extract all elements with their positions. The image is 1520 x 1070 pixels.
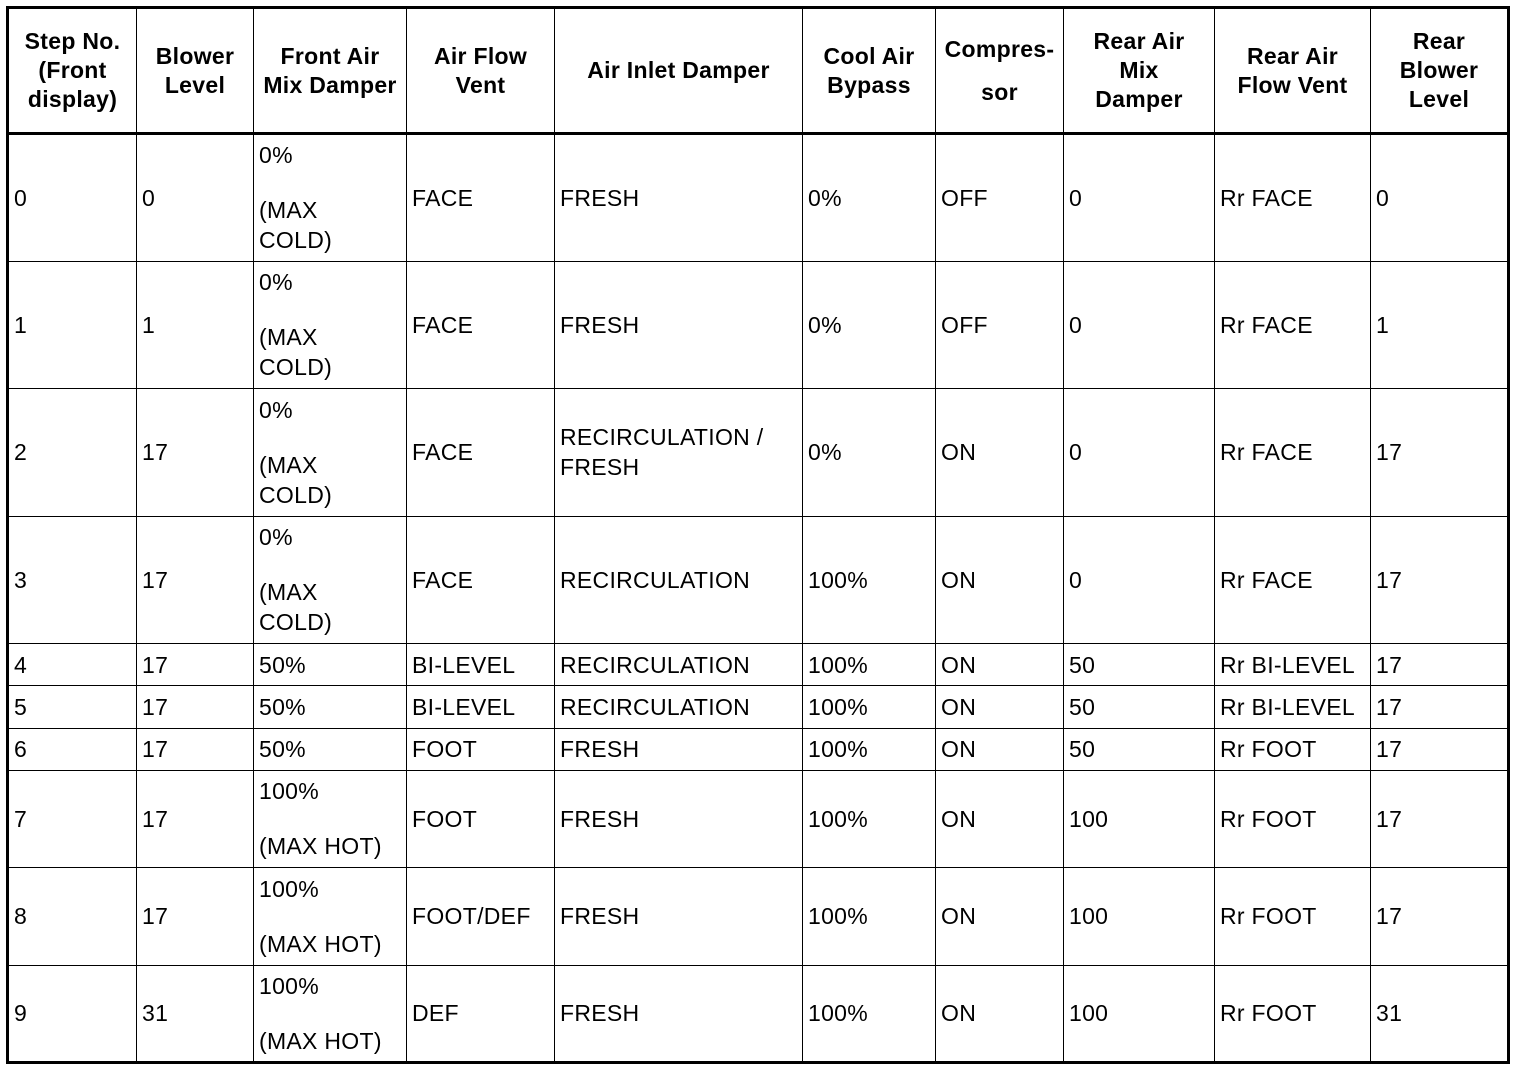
cell-step: 4 (8, 644, 137, 686)
column-header-line: Level (1408, 86, 1470, 112)
cell-rear-mix: 50 (1064, 728, 1215, 770)
cell-blower: 17 (137, 389, 254, 517)
cell-inlet (555, 770, 803, 867)
front-mix-percent: 50% (259, 736, 306, 763)
front-mix-note: COLD) (259, 609, 333, 636)
cell-air-flow: FACE (407, 516, 555, 644)
cell-blower: 17 (137, 868, 254, 965)
cell-rear-flow: Rr FOOT (1215, 868, 1371, 965)
cell-rear-blower: 17 (1371, 389, 1509, 517)
table-body (8, 134, 1509, 1063)
cell-air-flow: FOOT (407, 770, 555, 867)
cell-inlet (555, 261, 803, 389)
cell-blower: 1 (137, 261, 254, 389)
cell-compressor: ON (936, 770, 1064, 867)
front-mix-note: (MAX (259, 579, 318, 606)
cell-front-mix (254, 868, 407, 965)
cell-rear-mix: 50 (1064, 686, 1215, 728)
cell-compressor: ON (936, 868, 1064, 965)
cell-spacer (259, 806, 401, 831)
front-mix-percent: 100% (259, 875, 320, 902)
inlet-line: FRESH (560, 311, 640, 338)
column-header-bypass (803, 8, 936, 134)
inlet-line: FRESH (560, 903, 640, 930)
column-header-air_flow (407, 8, 555, 134)
cell-rear-blower: 17 (1371, 770, 1509, 867)
cell-compressor: ON (936, 686, 1064, 728)
cell-rear-flow: Rr FOOT (1215, 965, 1371, 1062)
cell-inlet (555, 965, 803, 1062)
cell-rear-flow: Rr FACE (1215, 261, 1371, 389)
cell-spacer (259, 170, 401, 195)
column-header-line: Rear Air (1246, 42, 1339, 69)
column-header-line: Blower (1399, 57, 1479, 83)
cell-rear-mix: 100 (1064, 868, 1215, 965)
column-header-blower (137, 8, 254, 134)
column-header-rear_flow (1215, 8, 1371, 134)
climate-step-table (6, 6, 1510, 1064)
column-header-rear_blower (1371, 8, 1509, 134)
front-mix-note: COLD) (259, 354, 333, 381)
cell-rear-mix: 0 (1064, 389, 1215, 517)
inlet-line: RECIRCULATION (560, 566, 751, 593)
cell-blower: 0 (137, 134, 254, 262)
cell-step: 2 (8, 389, 137, 517)
front-mix-percent: 0% (259, 396, 293, 423)
cell-rear-blower: 0 (1371, 134, 1509, 262)
front-mix-note: COLD) (259, 481, 333, 508)
cell-compressor: ON (936, 728, 1064, 770)
table-row (8, 728, 1509, 770)
column-header-line: (Front (38, 57, 107, 83)
cell-rear-flow: Rr FACE (1215, 134, 1371, 262)
column-header-line: Front Air (280, 42, 380, 69)
cell-step: 0 (8, 134, 137, 262)
cell-bypass: 100% (803, 686, 936, 728)
column-header-line: Rear Air (1093, 28, 1185, 54)
cell-bypass: 100% (803, 516, 936, 644)
cell-front-mix (254, 516, 407, 644)
cell-step: 9 (8, 965, 137, 1062)
column-header-step (8, 8, 137, 134)
cell-spacer (259, 1001, 401, 1026)
front-mix-note: (MAX (259, 197, 318, 224)
cell-bypass: 100% (803, 965, 936, 1062)
cell-blower: 17 (137, 644, 254, 686)
column-header-line: Flow Vent (1237, 71, 1348, 98)
cell-spacer (259, 425, 401, 450)
cell-air-flow: FACE (407, 389, 555, 517)
inlet-line: RECIRCULATION (560, 693, 751, 720)
cell-blower: 31 (137, 965, 254, 1062)
cell-rear-mix: 0 (1064, 516, 1215, 644)
cell-rear-blower: 17 (1371, 868, 1509, 965)
cell-inlet (555, 868, 803, 965)
front-mix-percent: 0% (259, 269, 293, 296)
cell-compressor: ON (936, 644, 1064, 686)
cell-step: 1 (8, 261, 137, 389)
cell-rear-blower: 17 (1371, 728, 1509, 770)
column-header-rear_mix (1064, 8, 1215, 134)
cell-compressor: ON (936, 965, 1064, 1062)
table-row (8, 868, 1509, 965)
cell-rear-mix: 0 (1064, 261, 1215, 389)
column-header-line: Cool Air (823, 42, 915, 69)
column-header-front_mix (254, 8, 407, 134)
cell-air-flow: FOOT/DEF (407, 868, 555, 965)
column-header-inlet (555, 8, 803, 134)
front-mix-percent: 50% (259, 693, 306, 720)
column-header-line: Blower (155, 42, 235, 69)
cell-step: 3 (8, 516, 137, 644)
column-header-line: display) (27, 86, 118, 112)
front-mix-percent: 100% (259, 972, 320, 999)
column-header-line: Vent (455, 71, 506, 98)
cell-air-flow: FACE (407, 134, 555, 262)
front-mix-note: (MAX HOT) (259, 930, 382, 957)
cell-bypass: 0% (803, 389, 936, 517)
front-mix-percent: 50% (259, 651, 306, 678)
cell-rear-flow: Rr FACE (1215, 389, 1371, 517)
cell-front-mix (254, 261, 407, 389)
table-row (8, 261, 1509, 389)
cell-bypass: 100% (803, 770, 936, 867)
cell-compressor: ON (936, 389, 1064, 517)
cell-front-mix (254, 134, 407, 262)
front-mix-percent: 100% (259, 778, 320, 805)
inlet-line: RECIRCULATION (560, 651, 751, 678)
cell-inlet (555, 644, 803, 686)
cell-air-flow: BI-LEVEL (407, 644, 555, 686)
cell-air-flow: FACE (407, 261, 555, 389)
inlet-line: FRESH (560, 805, 640, 832)
cell-inlet (555, 134, 803, 262)
cell-bypass: 100% (803, 868, 936, 965)
cell-front-mix (254, 965, 407, 1062)
cell-inlet (555, 686, 803, 728)
cell-blower: 17 (137, 516, 254, 644)
cell-step: 7 (8, 770, 137, 867)
front-mix-note: (MAX (259, 451, 318, 478)
cell-rear-blower: 1 (1371, 261, 1509, 389)
inlet-line: FRESH (560, 1000, 640, 1027)
cell-inlet (555, 728, 803, 770)
table-row (8, 686, 1509, 728)
inlet-line: RECIRCULATION / (560, 424, 764, 451)
column-header-line: Mix Damper (263, 71, 397, 98)
inlet-line: FRESH (560, 184, 640, 211)
column-header-line: Air Flow (433, 42, 528, 69)
front-mix-note: (MAX (259, 324, 318, 351)
column-header-line: Rear (1412, 28, 1466, 54)
cell-rear-flow: Rr BI-LEVEL (1215, 686, 1371, 728)
cell-blower: 17 (137, 770, 254, 867)
cell-blower: 17 (137, 686, 254, 728)
cell-bypass: 100% (803, 728, 936, 770)
cell-front-mix (254, 728, 407, 770)
cell-air-flow: DEF (407, 965, 555, 1062)
cell-rear-flow: Rr BI-LEVEL (1215, 644, 1371, 686)
column-header-line: Mix (1119, 57, 1159, 83)
cell-compressor: ON (936, 516, 1064, 644)
cell-rear-mix: 100 (1064, 965, 1215, 1062)
column-header-line: Bypass (827, 71, 911, 98)
column-header-line: sor (981, 78, 1018, 105)
column-header-line: Step No. (24, 28, 121, 54)
cell-compressor: OFF (936, 261, 1064, 389)
inlet-line: FRESH (560, 736, 640, 763)
column-header-compressor (936, 8, 1064, 134)
cell-rear-blower: 31 (1371, 965, 1509, 1062)
table-header-row (8, 8, 1509, 134)
cell-rear-blower: 17 (1371, 686, 1509, 728)
table-row (8, 965, 1509, 1062)
front-mix-percent: 0% (259, 524, 293, 551)
table-row (8, 770, 1509, 867)
cell-step: 5 (8, 686, 137, 728)
table-row (8, 644, 1509, 686)
cell-spacer (259, 297, 401, 322)
cell-inlet (555, 389, 803, 517)
cell-rear-flow: Rr FACE (1215, 516, 1371, 644)
column-header-line: Level (164, 71, 226, 98)
cell-rear-flow: Rr FOOT (1215, 770, 1371, 867)
cell-step: 6 (8, 728, 137, 770)
cell-bypass: 0% (803, 134, 936, 262)
table-row (8, 389, 1509, 517)
cell-front-mix (254, 644, 407, 686)
table-row (8, 134, 1509, 262)
table-row (8, 516, 1509, 644)
cell-front-mix (254, 389, 407, 517)
cell-air-flow: BI-LEVEL (407, 686, 555, 728)
cell-front-mix (254, 770, 407, 867)
cell-compressor: OFF (936, 134, 1064, 262)
column-header-line: Compres- (944, 35, 1055, 62)
cell-blower: 17 (137, 728, 254, 770)
cell-step: 8 (8, 868, 137, 965)
front-mix-note: COLD) (259, 227, 333, 254)
cell-rear-mix: 50 (1064, 644, 1215, 686)
cell-front-mix (254, 686, 407, 728)
cell-air-flow: FOOT (407, 728, 555, 770)
cell-rear-blower: 17 (1371, 516, 1509, 644)
cell-rear-mix: 100 (1064, 770, 1215, 867)
cell-rear-blower: 17 (1371, 644, 1509, 686)
cell-rear-mix: 0 (1064, 134, 1215, 262)
cell-bypass: 100% (803, 644, 936, 686)
front-mix-note: (MAX HOT) (259, 833, 382, 860)
column-header-line: Air Inlet Damper (587, 57, 770, 83)
front-mix-percent: 0% (259, 142, 293, 169)
cell-spacer (259, 904, 401, 929)
cell-spacer (259, 552, 401, 577)
column-header-line: Damper (1095, 86, 1183, 112)
front-mix-note: (MAX HOT) (259, 1027, 382, 1054)
cell-inlet (555, 516, 803, 644)
cell-bypass: 0% (803, 261, 936, 389)
inlet-line: FRESH (560, 454, 640, 481)
cell-rear-flow: Rr FOOT (1215, 728, 1371, 770)
